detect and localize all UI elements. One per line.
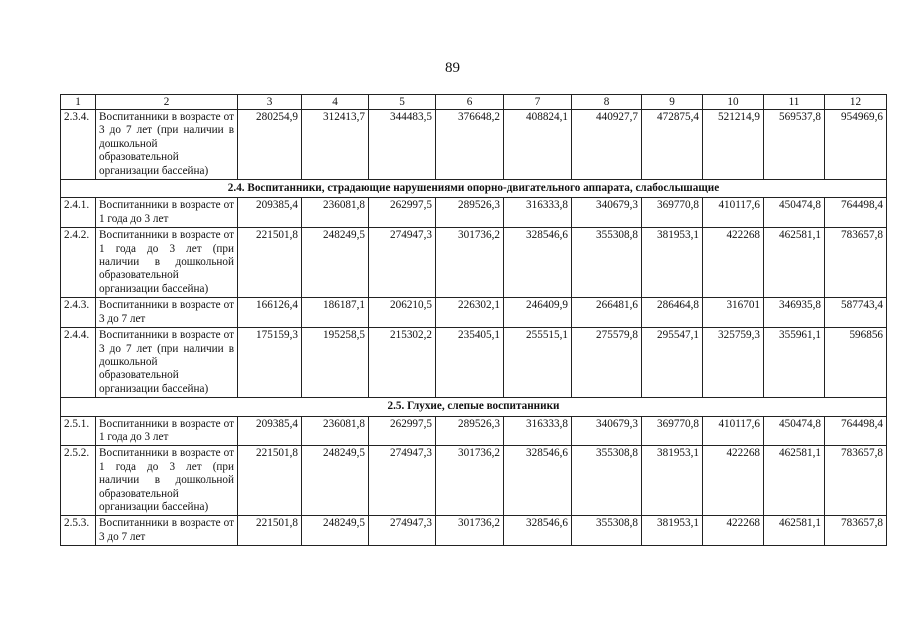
row-description: Воспитанники в возрасте от 1 года до 3 лет	[96, 416, 238, 446]
value-cell: 764498,4	[825, 416, 887, 446]
page-number: 89	[445, 60, 460, 76]
value-cell: 301736,2	[436, 516, 504, 546]
value-cell: 175159,3	[238, 328, 302, 398]
row-code: 2.4.2.	[61, 228, 96, 298]
value-cell: 195258,5	[302, 328, 369, 398]
section-heading-row	[61, 180, 887, 198]
value-cell: 328546,6	[504, 516, 572, 546]
value-cell: 215302,2	[369, 328, 436, 398]
column-number-cell: 2	[96, 95, 238, 110]
value-cell: 462581,1	[764, 446, 825, 516]
section-title: 2.4. Воспитанники, страдающие нарушениями опорно-двигательного аппарата, слабослышащие	[61, 180, 887, 198]
value-cell: 316333,8	[504, 416, 572, 446]
value-cell: 328546,6	[504, 446, 572, 516]
column-number-cell: 8	[572, 95, 642, 110]
row-description: Воспитанники в возрасте от 3 до 7 лет (при наличии в дошкольной образовательной организации бассейна)	[96, 110, 238, 180]
row-description: Воспитанники в возрасте от 1 года до 3 лет	[96, 198, 238, 228]
row-code: 2.3.4.	[61, 110, 96, 180]
table-body	[61, 95, 887, 546]
value-cell: 340679,3	[572, 416, 642, 446]
value-cell: 221501,8	[238, 228, 302, 298]
value-cell: 381953,1	[642, 446, 703, 516]
value-cell: 209385,4	[238, 416, 302, 446]
value-cell: 255515,1	[504, 328, 572, 398]
value-cell: 235405,1	[436, 328, 504, 398]
value-cell: 450474,8	[764, 416, 825, 446]
value-cell: 764498,4	[825, 198, 887, 228]
column-number-cell: 6	[436, 95, 504, 110]
value-cell: 248249,5	[302, 446, 369, 516]
row-code: 2.5.2.	[61, 446, 96, 516]
value-cell: 275579,8	[572, 328, 642, 398]
value-cell: 355308,8	[572, 446, 642, 516]
value-cell: 410117,6	[703, 198, 764, 228]
column-number-cell: 4	[302, 95, 369, 110]
value-cell: 355308,8	[572, 228, 642, 298]
column-number-cell: 12	[825, 95, 887, 110]
value-cell: 440927,7	[572, 110, 642, 180]
table-row	[61, 198, 887, 228]
row-description: Воспитанники в возрасте от 3 до 7 лет (при наличии в дошкольной образовательной организации бассейна)	[96, 328, 238, 398]
value-cell: 280254,9	[238, 110, 302, 180]
row-code: 2.5.1.	[61, 416, 96, 446]
value-cell: 166126,4	[238, 298, 302, 328]
column-number-cell: 10	[703, 95, 764, 110]
value-cell: 262997,5	[369, 416, 436, 446]
column-number-cell: 5	[369, 95, 436, 110]
value-cell: 521214,9	[703, 110, 764, 180]
value-cell: 783657,8	[825, 228, 887, 298]
value-cell: 248249,5	[302, 228, 369, 298]
row-description: Воспитанники в возрасте от 3 до 7 лет	[96, 516, 238, 546]
value-cell: 274947,3	[369, 446, 436, 516]
table-row	[61, 298, 887, 328]
table-row	[61, 416, 887, 446]
value-cell: 262997,5	[369, 198, 436, 228]
value-cell: 295547,1	[642, 328, 703, 398]
value-cell: 569537,8	[764, 110, 825, 180]
value-cell: 381953,1	[642, 228, 703, 298]
row-description: Воспитанники в возрасте от 1 года до 3 лет (при наличии в дошкольной образовательной организации бассейна)	[96, 228, 238, 298]
section-title: 2.5. Глухие, слепые воспитанники	[61, 398, 887, 416]
value-cell: 221501,8	[238, 446, 302, 516]
value-cell: 422268	[703, 516, 764, 546]
value-cell: 376648,2	[436, 110, 504, 180]
value-cell: 266481,6	[572, 298, 642, 328]
value-cell: 462581,1	[764, 228, 825, 298]
table-row	[61, 228, 887, 298]
value-cell: 289526,3	[436, 198, 504, 228]
value-cell: 186187,1	[302, 298, 369, 328]
value-cell: 289526,3	[436, 416, 504, 446]
value-cell: 587743,4	[825, 298, 887, 328]
table-row	[61, 516, 887, 546]
value-cell: 346935,8	[764, 298, 825, 328]
row-description: Воспитанники в возрасте от 1 года до 3 лет (при наличии в дошкольной образовательной организации бассейна)	[96, 446, 238, 516]
row-code: 2.4.1.	[61, 198, 96, 228]
column-number-cell: 11	[764, 95, 825, 110]
value-cell: 344483,5	[369, 110, 436, 180]
row-code: 2.4.4.	[61, 328, 96, 398]
value-cell: 312413,7	[302, 110, 369, 180]
value-cell: 954969,6	[825, 110, 887, 180]
table-row	[61, 110, 887, 180]
value-cell: 340679,3	[572, 198, 642, 228]
value-cell: 248249,5	[302, 516, 369, 546]
value-cell: 355961,1	[764, 328, 825, 398]
value-cell: 316701	[703, 298, 764, 328]
column-number-cell: 3	[238, 95, 302, 110]
value-cell: 236081,8	[302, 198, 369, 228]
value-cell: 301736,2	[436, 446, 504, 516]
value-cell: 274947,3	[369, 228, 436, 298]
value-cell: 422268	[703, 228, 764, 298]
table-row	[61, 446, 887, 516]
row-code: 2.4.3.	[61, 298, 96, 328]
section-heading-row	[61, 398, 887, 416]
value-cell: 209385,4	[238, 198, 302, 228]
value-cell: 328546,6	[504, 228, 572, 298]
value-cell: 355308,8	[572, 516, 642, 546]
value-cell: 206210,5	[369, 298, 436, 328]
value-cell: 472875,4	[642, 110, 703, 180]
value-cell: 408824,1	[504, 110, 572, 180]
value-cell: 236081,8	[302, 416, 369, 446]
row-description: Воспитанники в возрасте от 3 до 7 лет	[96, 298, 238, 328]
row-code: 2.5.3.	[61, 516, 96, 546]
value-cell: 316333,8	[504, 198, 572, 228]
value-cell: 286464,8	[642, 298, 703, 328]
value-cell: 422268	[703, 446, 764, 516]
value-cell: 325759,3	[703, 328, 764, 398]
value-cell: 410117,6	[703, 416, 764, 446]
value-cell: 381953,1	[642, 516, 703, 546]
value-cell: 783657,8	[825, 446, 887, 516]
column-number-cell: 7	[504, 95, 572, 110]
value-cell: 783657,8	[825, 516, 887, 546]
table-header-row	[61, 95, 887, 110]
column-number-cell: 9	[642, 95, 703, 110]
value-cell: 450474,8	[764, 198, 825, 228]
column-number-cell: 1	[61, 95, 96, 110]
value-cell: 301736,2	[436, 228, 504, 298]
value-cell: 246409,9	[504, 298, 572, 328]
value-cell: 462581,1	[764, 516, 825, 546]
value-cell: 274947,3	[369, 516, 436, 546]
value-cell: 369770,8	[642, 416, 703, 446]
tariff-table	[60, 94, 887, 546]
value-cell: 226302,1	[436, 298, 504, 328]
table-row	[61, 328, 887, 398]
value-cell: 369770,8	[642, 198, 703, 228]
value-cell: 596856	[825, 328, 887, 398]
value-cell: 221501,8	[238, 516, 302, 546]
